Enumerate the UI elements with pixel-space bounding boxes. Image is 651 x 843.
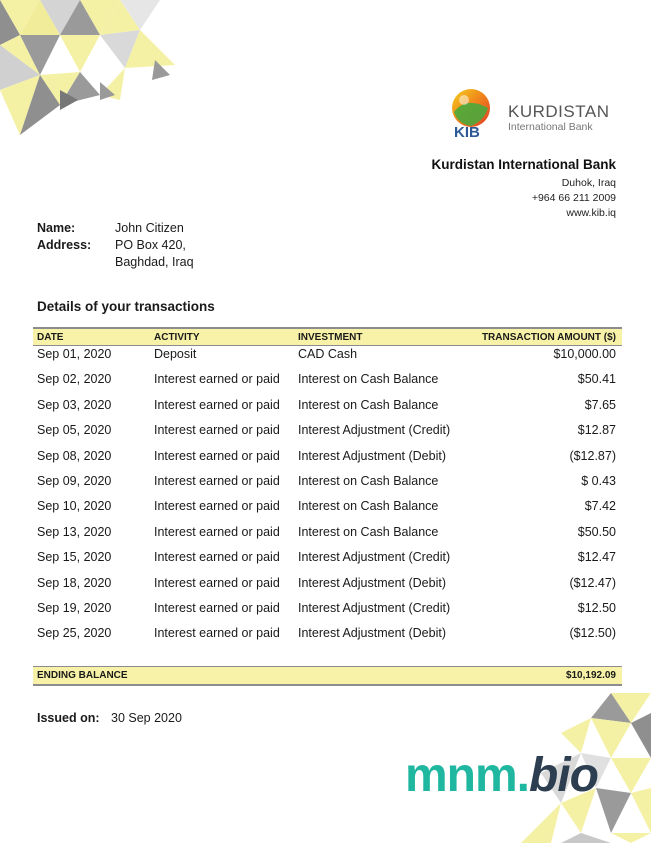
address-line2: Baghdad, Iraq <box>115 255 194 269</box>
cell-activity: Interest earned or paid <box>154 448 280 463</box>
watermark <box>405 748 598 803</box>
table-row <box>0 448 651 473</box>
bank-phone: +964 66 211 2009 <box>531 192 616 204</box>
cell-date: Sep 08, 2020 <box>37 448 112 463</box>
cell-amount: ($12.47) <box>569 575 616 590</box>
bank-logo <box>446 88 616 143</box>
cell-investment: Interest on Cash Balance <box>298 524 439 539</box>
cell-investment: Interest Adjustment (Debit) <box>298 575 446 590</box>
cell-date: Sep 10, 2020 <box>37 499 112 514</box>
cell-amount: ($12.50) <box>569 626 616 641</box>
header-activity: ACTIVITY <box>154 332 200 343</box>
cell-amount: $7.42 <box>584 499 616 514</box>
cell-investment: Interest Adjustment (Credit) <box>298 600 451 615</box>
table-row <box>0 422 651 447</box>
cell-investment: Interest on Cash Balance <box>298 372 439 387</box>
cell-date: Sep 13, 2020 <box>37 524 112 539</box>
bank-info <box>431 157 616 221</box>
cell-activity: Interest earned or paid <box>154 626 280 641</box>
issued-on <box>37 711 182 725</box>
cell-amount: $7.65 <box>584 397 616 412</box>
transaction-rows <box>0 346 651 651</box>
ending-balance-value: $10,192.09 <box>565 670 616 681</box>
issued-date: 30 Sep 2020 <box>111 711 182 725</box>
cell-date: Sep 02, 2020 <box>37 372 112 387</box>
cell-activity: Interest earned or paid <box>154 473 280 488</box>
table-row <box>0 346 651 371</box>
issued-label: Issued on: <box>37 711 100 725</box>
cell-amount: $50.41 <box>577 372 616 387</box>
cell-investment: Interest Adjustment (Debit) <box>298 626 446 641</box>
watermark-part1: mnm. <box>405 749 530 802</box>
table-row <box>0 371 651 396</box>
bank-website: www.kib.iq <box>566 207 616 219</box>
cell-activity: Interest earned or paid <box>154 423 280 438</box>
cell-activity: Interest earned or paid <box>154 524 280 539</box>
logo-name: KURDISTAN <box>508 102 610 121</box>
customer-name: John Citizen <box>115 221 184 235</box>
cell-amount: $10,000.00 <box>553 347 616 361</box>
cell-amount: ($12.87) <box>569 448 616 463</box>
bank-city: Duhok, Iraq <box>561 177 616 189</box>
cell-investment: CAD Cash <box>298 347 358 361</box>
customer-info <box>37 220 194 271</box>
table-header <box>33 327 622 346</box>
address-label: Address: <box>37 238 92 252</box>
table-row <box>0 524 651 549</box>
cell-activity: Interest earned or paid <box>154 575 280 590</box>
cell-activity: Interest earned or paid <box>154 499 280 514</box>
bank-name: Kurdistan International Bank <box>431 157 616 172</box>
cell-date: Sep 01, 2020 <box>37 347 112 361</box>
table-row <box>0 397 651 422</box>
logo-abbrev: KIB <box>454 124 480 141</box>
cell-activity: Deposit <box>154 347 197 361</box>
cell-date: Sep 09, 2020 <box>37 473 112 488</box>
table-row <box>0 498 651 523</box>
cell-amount: $ 0.43 <box>581 473 616 488</box>
cell-investment: Interest Adjustment (Credit) <box>298 550 451 565</box>
cell-date: Sep 05, 2020 <box>37 423 112 438</box>
cell-investment: Interest Adjustment (Debit) <box>298 448 446 463</box>
ending-balance-label: ENDING BALANCE <box>37 670 128 681</box>
table-row <box>0 473 651 498</box>
name-label: Name: <box>37 221 76 235</box>
cell-amount: $50.50 <box>577 524 616 539</box>
cell-investment: Interest Adjustment (Credit) <box>298 423 451 438</box>
cell-amount: $12.47 <box>577 550 616 565</box>
decorative-triangles-top-left <box>0 0 180 140</box>
cell-activity: Interest earned or paid <box>154 550 280 565</box>
cell-activity: Interest earned or paid <box>154 397 280 412</box>
header-investment: INVESTMENT <box>298 332 363 343</box>
logo-subname: International Bank <box>508 121 593 133</box>
ending-balance-bar <box>33 666 622 686</box>
cell-date: Sep 19, 2020 <box>37 600 112 615</box>
cell-activity: Interest earned or paid <box>154 600 280 615</box>
cell-date: Sep 15, 2020 <box>37 550 112 565</box>
cell-date: Sep 03, 2020 <box>37 397 112 412</box>
cell-amount: $12.50 <box>577 600 616 615</box>
table-row <box>0 625 651 650</box>
cell-date: Sep 18, 2020 <box>37 575 112 590</box>
cell-investment: Interest on Cash Balance <box>298 473 439 488</box>
cell-amount: $12.87 <box>577 423 616 438</box>
header-amount: TRANSACTION AMOUNT ($) <box>481 332 616 343</box>
header-date: DATE <box>37 332 64 343</box>
cell-activity: Interest earned or paid <box>154 372 280 387</box>
address-line1: PO Box 420, <box>115 238 186 252</box>
cell-investment: Interest on Cash Balance <box>298 499 439 514</box>
section-title: Details of your transactions <box>37 299 215 314</box>
cell-investment: Interest on Cash Balance <box>298 397 439 412</box>
cell-date: Sep 25, 2020 <box>37 626 112 641</box>
table-row <box>0 600 651 625</box>
watermark-part2: bio <box>529 749 598 802</box>
table-row <box>0 575 651 600</box>
table-row <box>0 549 651 574</box>
